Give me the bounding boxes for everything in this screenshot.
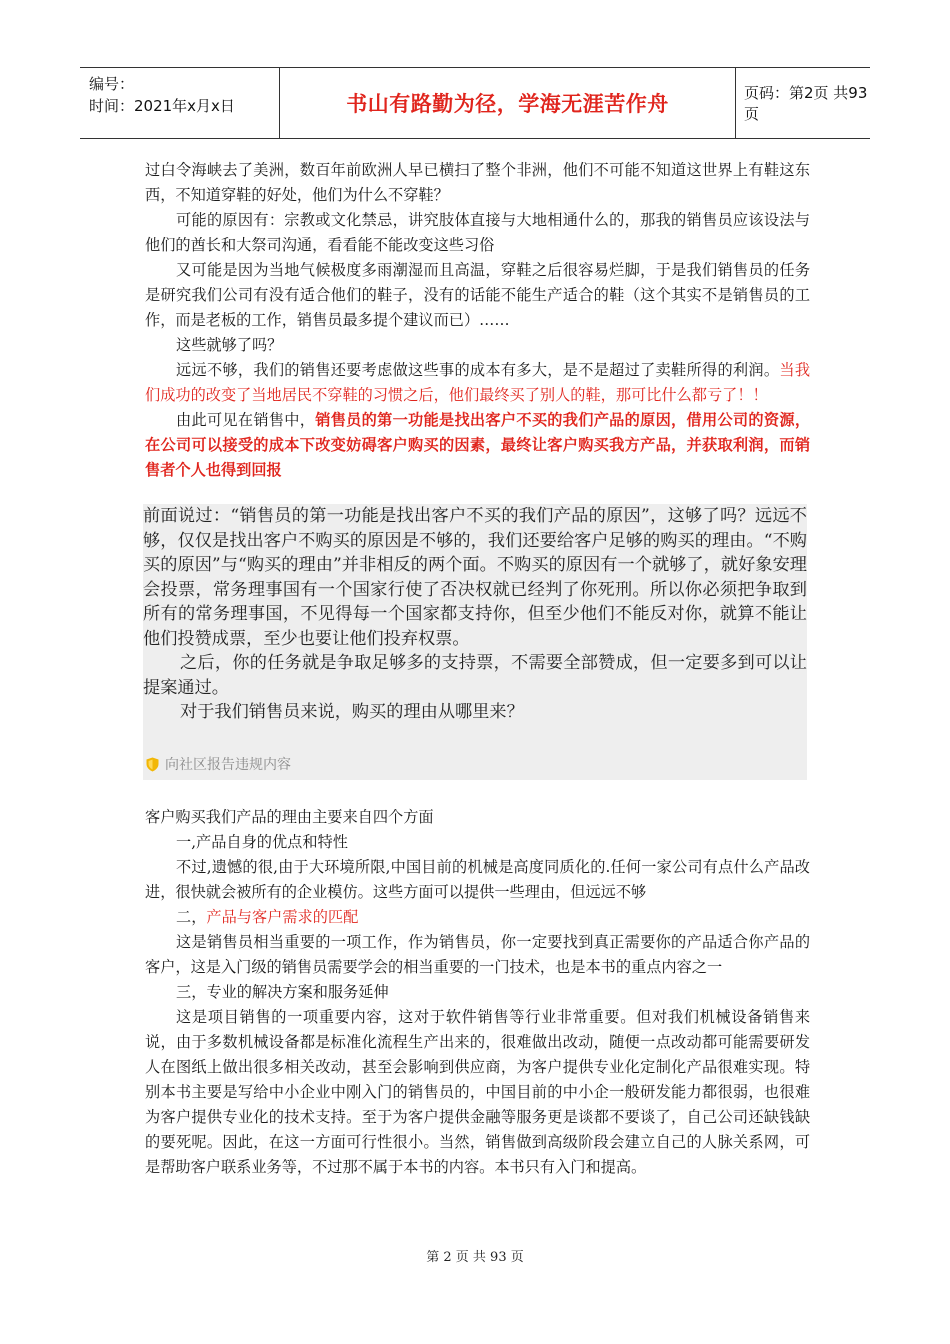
- section-1: [145, 158, 810, 483]
- section-2: [145, 805, 810, 1180]
- paragraph-text: 远远不够，我们的销售还要考虑做这些事的成本有多大，是不是超过了卖鞋所得的利润。: [176, 361, 780, 379]
- paragraph: 可能的原因有：宗教或文化禁忌，讲究肢体直接与大地相通什么的，那我的销售员应该设法与他们的酋长和大祭司沟通，看看能不能改变这些习俗: [145, 211, 810, 254]
- paragraph: 不过,遗憾的很,由于大环境所限,中国目前的机械是高度同质化的.任何一家公司有点什么产品改进，很快就会被所有的企业模仿。这些方面可以提供一些理由，但远远不够: [145, 858, 810, 901]
- header-page-label: 页码：第2页 共93页: [744, 84, 868, 123]
- paragraph: 前面说过：“销售员的第一功能是找出客户不买的我们产品的原因”，这够了吗？远远不够，仅仅是找出客户不购买的原因是不够的，我们还要给客户足够的购买的理由。“不购买的原因”与“购买的理由”并非相反的两个面。不购买的原因有一个就够了，就好象安理会投票，常务理事国有一个国家行使了否决权就已经判了你死刑。所以你必须把争取到所有的常务理事国，不见得每一个国家都支持你，但至少他们不能反对你，就算不能让他们投赞成票，至少也要让他们投弃权票。: [143, 506, 807, 649]
- paragraph: 这些就够了吗？: [176, 336, 283, 354]
- report-link-text[interactable]: 向社区报告违规内容: [165, 757, 291, 773]
- paragraph: [145, 408, 810, 483]
- paragraph: 对于我们销售员来说，购买的理由从哪里来？: [180, 702, 524, 722]
- highlight-text: 当我们成功的改变了当地居民不穿鞋的习惯之后，他们最终买了别人的鞋，那可比什么都亏了！！: [145, 361, 811, 404]
- paragraph: [145, 358, 810, 408]
- paragraph: 过白令海峡去了美洲，数百年前欧洲人早已横扫了整个非洲，他们不可能不知道这世界上有鞋这东西，不知道穿鞋的好处，他们为什么不穿鞋？: [145, 161, 810, 204]
- header-motto: 书山有路勤为径，学海无涯苦作舟: [280, 68, 736, 138]
- paragraph-text: 二，: [176, 908, 207, 926]
- paragraph: 又可能是因为当地气候极度多雨潮湿而且高温，穿鞋之后很容易烂脚，于是我们销售员的任务是研究我们公司有没有适合他们的鞋子，没有的话能不能生产适合的鞋（这个其实不是销售员的工作，而是老板的工作，销售员最多提个建议而已）……: [145, 261, 810, 329]
- quoted-block: [143, 504, 807, 780]
- paragraph: 这是项目销售的一项重要内容，这对于软件销售等行业非常重要。但对我们机械设备销售来说，由于多数机械设备都是标准化流程生产出来的，很难做出改动，随便一点改动都可能需要研发人在图纸上做出很多相关改动，甚至会影响到供应商，为客户提供专业化定制化产品很难实现。特别本书主要是写给中小企业中刚入门的销售员的，中国目前的中小企一般研发能力都很弱，也很难为客户提供专业化的技术支持。至于为客户提供金融等服务更是谈都不要谈了，自己公司还缺钱缺的要死呢。因此，在这一方面可行性很小。当然，销售做到高级阶段会建立自己的人脉关系网，可是帮助客户联系业务等，不过那不属于本书的内容。本书只有入门和提高。: [145, 1008, 810, 1176]
- page-footer: 第 2 页 共 93 页: [426, 1250, 524, 1265]
- paragraph-text: 由此可见在销售中，: [176, 411, 316, 429]
- page-header: [80, 67, 870, 139]
- paragraph: 三，专业的解决方案和服务延伸: [176, 983, 389, 1001]
- paragraph: 一,产品自身的优点和特性: [176, 833, 348, 851]
- paragraph: 客户购买我们产品的理由主要来自四个方面: [145, 808, 434, 826]
- paragraph: 这是销售员相当重要的一项工作，作为销售员，你一定要找到真正需要你的产品适合你产品的客户，这是入门级的销售员需要学会的相当重要的一门技术，也是本书的重点内容之一: [145, 933, 810, 976]
- highlight-text: 销售员的第一功能是找出客户不买的我们产品的原因，借用公司的资源，在公司可以接受的成本下改变妨碍客户购买的因素，最终让客户购买我方产品，并获取利润，而销售者个人也得到回报: [145, 411, 811, 479]
- number-label: 编号：: [89, 75, 135, 93]
- header-meta: [80, 68, 280, 138]
- report-violation-link[interactable]: [146, 754, 291, 774]
- time-label: 时间：2021年x月x日: [89, 97, 235, 115]
- paragraph: [145, 905, 810, 930]
- paragraph: 之后，你的任务就是争取足够多的支持票，不需要全部赞成，但一定要多到可以让提案通过。: [143, 653, 807, 698]
- shield-icon: [146, 757, 159, 772]
- highlight-text: 产品与客户需求的匹配: [206, 908, 359, 926]
